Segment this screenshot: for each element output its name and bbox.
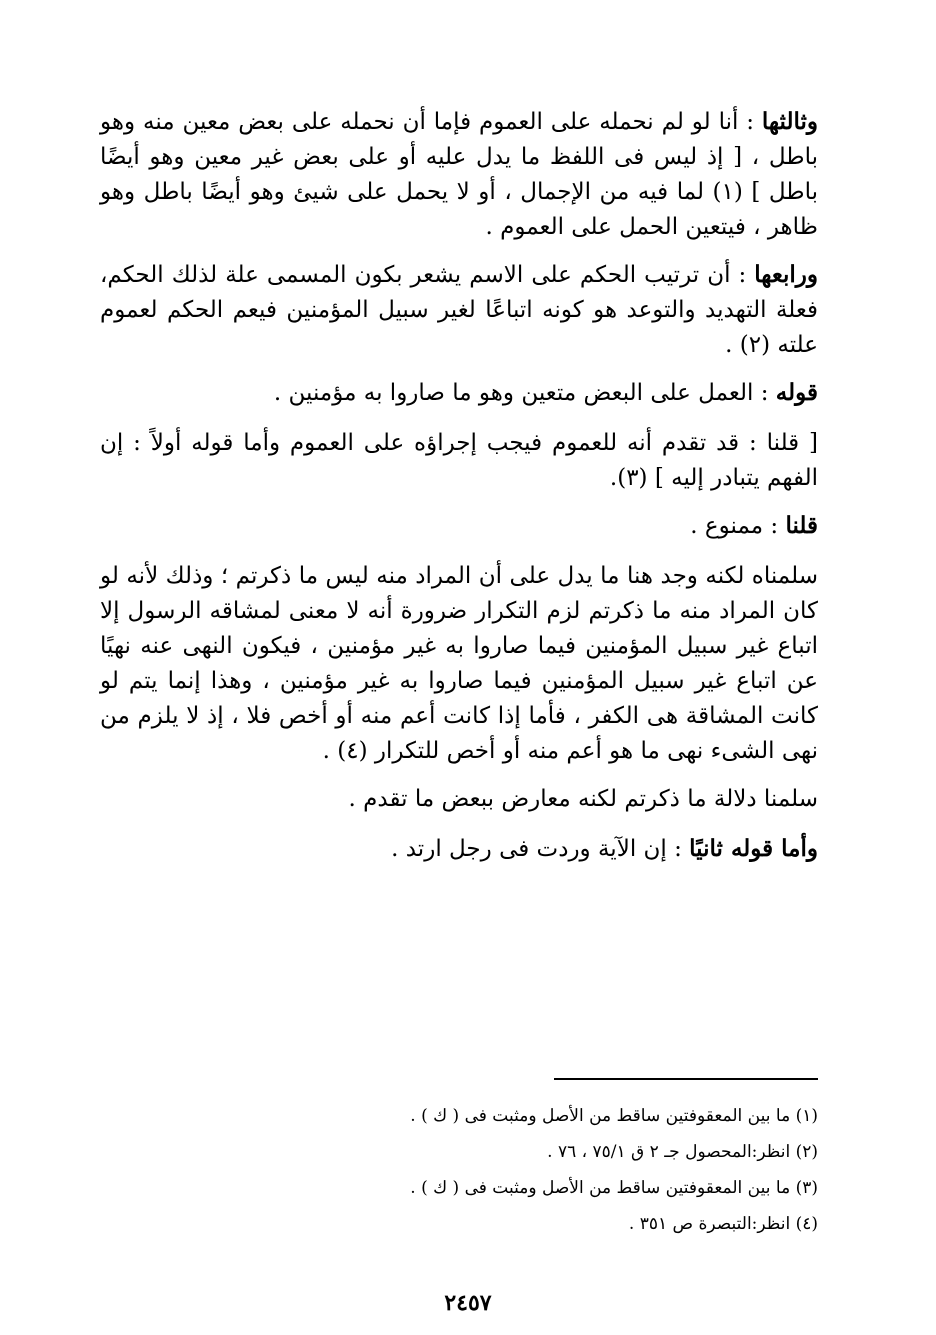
paragraph-lead: قلنا [785,512,818,539]
footnotes [100,1098,818,1242]
footnote-3: (٣) ما بين المعقوفتين ساقط من الأصل ومثبت فى ( ك ) . [410,1178,818,1198]
body-text [100,104,818,879]
paragraph-lead: وثالثها [761,108,818,135]
paragraph-7 [100,781,818,817]
paragraph-1 [100,104,818,245]
paragraph-3 [100,375,818,411]
paragraph-5 [100,508,818,544]
paragraph-text: : أن ترتيب الحكم على الاسم يشعر بكون المسمى علة لذلك الحكم، فعلة التهديد والتوعد هو كونه اتباعًا لغير سبيل المؤمنين فيعم الحكم لعموم علته (٢) . [100,262,818,358]
footnote-4: (٤) انظر:التبصرة ص ٣٥١ . [628,1214,818,1234]
paragraph-text: سلمنا دلالة ما ذكرتم لكنه معارض ببعض ما تقدم . [348,786,818,812]
paragraph-6 [100,558,818,769]
paragraph-lead: ورابعها [754,261,818,288]
footnote-divider [554,1078,818,1080]
paragraph-text: : أنا لو لم نحمله على العموم فإما أن نحمله على بعض معين منه وهو باطل ، [ إذ ليس فى اللفظ ما يدل عليه أو على بعض غير معين وهو أيضًا باطل ] (١) لما فيه من الإجمال ، أو لا يحمل على شيئ وهو أيضًا باطل وهو ظاهر ، فيتعين الحمل على العموم . [100,109,819,240]
footnote-2: (٢) انظر:المحصول جـ ٢ ق ٧٥/١ ، ٧٦ . [547,1142,818,1162]
paragraph-text: : ممنوع . [690,513,786,539]
paragraph-text: : إن الآية وردت فى رجل ارتد . [391,836,690,862]
paragraph-text: [ قلنا : قد تقدم أنه للعموم فيجب إجراؤه على العموم وأما قوله أولاً : إن الفهم يتبادر إليه ] (٣). [100,430,818,491]
page-number: ٢٤٥٧ [444,1290,492,1316]
paragraph-8 [100,831,818,867]
footnote-1: (١) ما بين المعقوفتين ساقط من الأصل ومثبت فى ( ك ) . [410,1106,818,1126]
paragraph-2 [100,257,818,363]
paragraph-text: : العمل على البعض متعين وهو ما صاروا به مؤمنين . [273,380,776,406]
paragraph-text: سلمناه لكنه وجد هنا ما يدل على أن المراد منه ليس ما ذكرتم ؛ وذلك لأنه لو كان المراد منه ما ذكرتم لزم التكرار ضرورة أنه لا معنى لمشاقه الرسول إلا اتباع غير سبيل المؤمنين فيما صاروا به غير مؤمنين ، فيكون النهى عنه نهيًا عن اتباع غير سبيل المؤمنين فيما صاروا به غير مؤمنين ، وهذا إنما يتم لو كانت المشاقة هى الكفر ، فأما إذا كانت أعم منه أو أخص فلا ، إذ لا يلزم من نهى الشىء نهى ما هو أعم منه أو أخص للتكرار (٤) . [100,563,818,764]
paragraph-lead: وأما قوله ثانيًا [689,835,818,862]
paragraph-lead: قوله [775,379,818,406]
paragraph-4 [100,425,818,496]
